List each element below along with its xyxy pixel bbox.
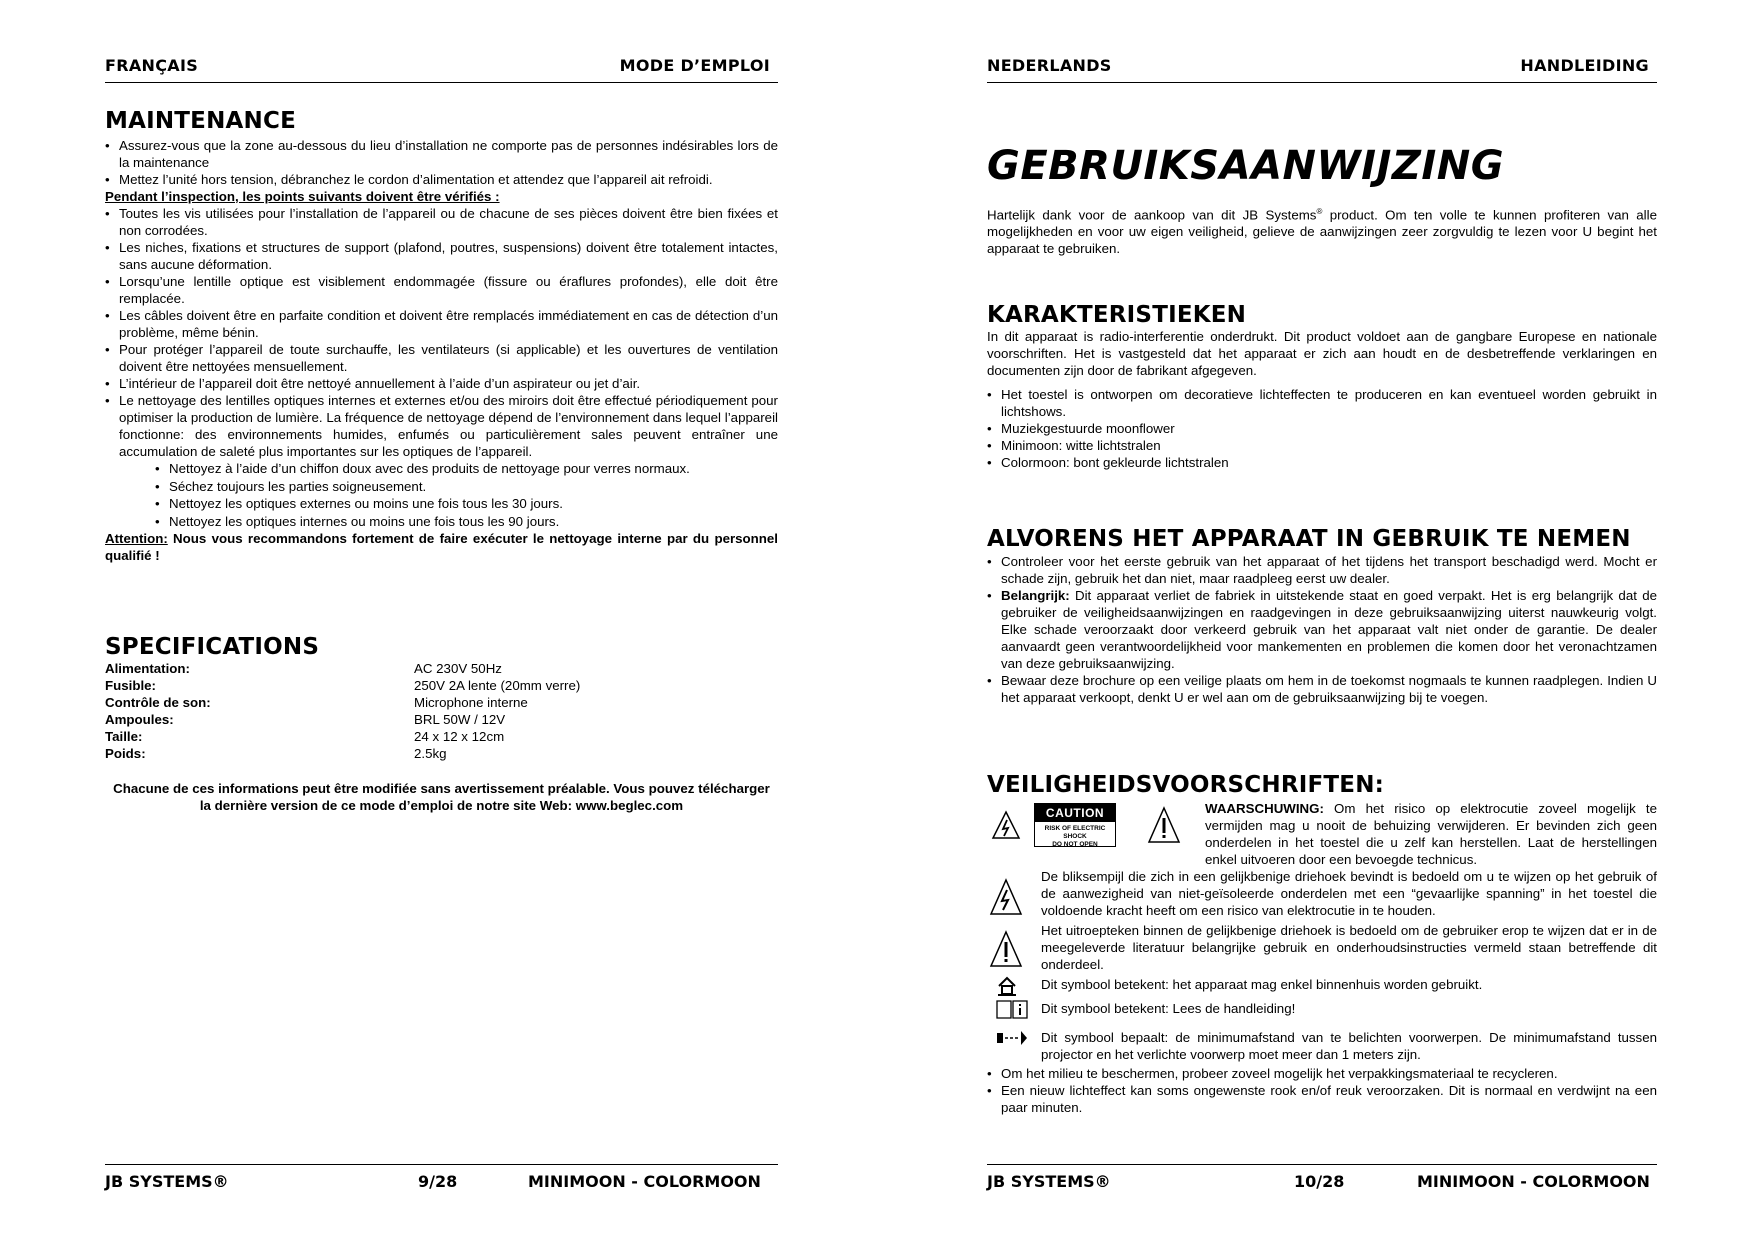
table-row [105, 728, 580, 745]
footer-product: MINIMOON - COLORMOON [528, 1172, 761, 1191]
list-item: • Om het milieu te beschermen, probeer zoveel mogelijk het verpakkingsmateriaal te recycleren. [987, 1065, 1657, 1082]
before-use-section [987, 526, 1657, 706]
warning-row [987, 800, 1657, 867]
intro-part: Hartelijk dank voor de aankoop van dit JB Systems [987, 207, 1317, 223]
exclamation-text: Het uitroepteken binnen de gelijkbenige driehoek is bedoeld om de gebruiker erop te wijzen dat er in de meegeleverde literatuur belangrijke gebruik en onderhoudsinstructies vermeld staan betreffende dit onderdeel. [1041, 923, 1657, 972]
features-heading: KARAKTERISTIEKEN [987, 302, 1247, 328]
left-page [105, 0, 778, 1240]
manual-row [987, 1000, 1657, 1024]
list-item: • Het toestel is ontworpen om decoratieve lichteffecten te produceren en kan eventueel worden gebruikt in lichtshows. [987, 386, 1657, 420]
warning-text [1205, 800, 1657, 868]
list-item: • Le nettoyage des lentilles optiques internes et externes et/ou des miroirs doit être effectué périodiquement pour optimiser la production de lumière. La fréquence de nettoyage dépend de l’environnement dans lequel l’appareil fonctionne: des environnements humides, enfumés ou particulièrement sales peuvent entraîner une accumulation de saleté plus importantes sur les optiques de l’appareil. [105, 392, 778, 460]
spec-key: Fusible: [105, 678, 156, 693]
list-item: • Séchez toujours les parties soigneusement. [155, 478, 778, 496]
maintenance-heading: MAINTENANCE [105, 108, 296, 134]
footer-brand: JB SYSTEMS® [105, 1172, 229, 1191]
maintenance-bullets [105, 137, 778, 188]
inspection-heading: Pendant l’inspection, les points suivants doivent être vérifiés : [105, 189, 500, 204]
list-item: • Toutes les vis utilisées pour l’installation de l’appareil ou de chacune de ses pièces doivent être bien fixées et non corrodées. [105, 205, 778, 239]
title-section [987, 143, 1657, 257]
list-item: • Controleer voor het eerste gebruik van het apparaat of het tijdens het transport beschadigd werd. Mocht er schade zijn, gebruik het dan niet, maar raadpleeg eerst uw dealer. [987, 553, 1657, 587]
attention-text: Nous vous recommandons fortement de faire exécuter le nettoyage interne par du personnel qualifié ! [105, 531, 778, 563]
lightning-row [987, 868, 1657, 920]
distance-text: Dit symbool bepaalt: de minimumafstand van te belichten voorwerpen. De minimumafstand tussen projector en het verlichte voorwerp moet meer dan 1 meters zijn. [1041, 1030, 1657, 1062]
list-item: • Mettez l’unité hors tension, débranchez le cordon d’alimentation et attendez que l’appareil ait refroidi. [105, 171, 778, 188]
lightning-warning-icon [991, 810, 1021, 840]
header-doc-title: HANDLEIDING [1520, 56, 1649, 75]
table-row [105, 660, 580, 677]
safety-section [987, 772, 1657, 1115]
features-bullets [987, 386, 1657, 471]
caution-subtext [1035, 822, 1115, 849]
intro-part: product. Om ten volle te kunnen profiteren van alle mogelijkheden en voor uw eigen veiligheid, gelieve de aanwijzingen zeer zorgvuldig te lezen voor U begint het apparaat te gebruiken. [987, 207, 1657, 257]
attention-note [105, 530, 778, 564]
specifications-note: Chacune de ces informations peut être modifiée sans avertissement préalable. Vous pouvez télécharger la dernière version de ce mode d’emploi de notre site Web: www.beglec.com [113, 781, 770, 813]
list-item: • Colormoon: bont gekleurde lichtstralen [987, 454, 1657, 471]
list-item: • Een nieuw lichteffect kan soms ongewenste rook en/of reuk veroorzaken. Dit is normaal en verdwijnt na een paar minuten. [987, 1082, 1657, 1116]
page-footer [987, 1164, 1657, 1195]
caution-label [1034, 803, 1116, 847]
lightning-triangle-icon [989, 878, 1023, 916]
read-manual-icon [995, 998, 1029, 1020]
list-item: • Les niches, fixations et structures de support (plafond, poutres, suspensions) doivent être totalement intactes, sans aucune déformation. [105, 239, 778, 273]
footer-brand: JB SYSTEMS® [987, 1172, 1111, 1191]
list-item: • Bewaar deze brochure op een veilige plaats om hem in de toekomst nogmaals te kunnen raadplegen. Indien U het apparaat verkoopt, denkt U er wel aan om de gebruiksaanwijzing bij te voegen. [987, 672, 1657, 706]
spec-value: 24 x 12 x 12cm [414, 729, 505, 744]
registered-mark: ® [1316, 207, 1323, 216]
page-title: GEBRUIKSAANWIJZING [987, 143, 1505, 189]
footer-page-number: 10/28 [1294, 1172, 1345, 1191]
page-footer [105, 1164, 778, 1195]
caution-line: RISK OF ELECTRIC SHOCK [1044, 825, 1106, 840]
intro-text [987, 203, 1657, 257]
features-section [987, 302, 1657, 471]
page-header [105, 56, 778, 83]
spec-value: Microphone interne [414, 695, 528, 710]
spec-key: Ampoules: [105, 712, 174, 727]
list-item: • Assurez-vous que la zone au-dessous du lieu d’installation ne comporte pas de personnes indésirables lors de la maintenance [105, 137, 778, 171]
important-text: Dit apparaat verliet de fabriek in uitstekende staat en goed verpakt. Het is erg belangrijk dat de gebruiker de veiligheidsaanwijzingen en raadgevingen in deze gebruiksaanwijzing uiterst nauwkeurig volgt. Elke schade veroorzaakt door verkeerd gebruik van het apparaat valt niet onder de garantie. De dealer aanvaardt geen verantwoordelijkheid voor mankementen en problemen die komen door het veronachtzamen van deze gebruiksaanwijzing. [1001, 588, 1657, 671]
exclamation-warning-icon [1147, 806, 1181, 844]
exclamation-row [987, 922, 1657, 974]
maintenance-section [105, 108, 778, 564]
list-item: • Nettoyez les optiques externes ou moins une fois tous les 30 jours. [155, 495, 778, 513]
warning-label: WAARSCHUWING: [1205, 801, 1324, 816]
manual-text: Dit symbool betekent: Lees de handleiding! [1041, 1001, 1296, 1016]
table-row [105, 745, 580, 762]
list-item [987, 587, 1657, 672]
attention-label: Attention: [105, 531, 168, 546]
right-page [987, 0, 1657, 1240]
caution-line: DO NOT OPEN [1052, 841, 1098, 848]
exclamation-triangle-icon [989, 930, 1023, 968]
list-item: • Muziekgestuurde moonflower [987, 420, 1657, 437]
spec-value: BRL 50W / 12V [414, 712, 506, 727]
minimum-distance-icon [995, 1029, 1029, 1047]
warning-body: Om het risico op elektrocutie zoveel mogelijk te vermijden mag u nooit de behuizing verwijderen. Er bevinden zich geen onderdelen in het toestel die u zelf kan herstellen. Laat de herstellingen enkel uitvoeren door een bevoegde technicus. [1205, 801, 1657, 867]
list-item: • Minimoon: witte lichtstralen [987, 437, 1657, 454]
list-item: • Nettoyez les optiques internes ou moins une fois tous les 90 jours. [155, 513, 778, 531]
specifications-section [105, 634, 778, 814]
important-label: Belangrijk: [1001, 588, 1070, 603]
list-item: • Les câbles doivent être en parfaite condition et doivent être remplacés immédiatement en cas de détection d’un problème, même bénin. [105, 307, 778, 341]
table-row [105, 677, 580, 694]
indoor-text: Dit symbool betekent: het apparaat mag enkel binnenhuis worden gebruikt. [1041, 977, 1483, 992]
indoor-use-icon [997, 976, 1017, 996]
before-use-heading: ALVORENS HET APPARAAT IN GEBRUIK TE NEMEN [987, 526, 1631, 552]
before-use-bullets [987, 553, 1657, 706]
page-header [987, 56, 1657, 83]
spec-key: Contrôle de son: [105, 695, 211, 710]
list-item: • Nettoyez à l’aide d’un chiffon doux avec des produits de nettoyage pour verres normaux. [155, 460, 778, 478]
specifications-table [105, 660, 580, 762]
inspection-bullets [105, 205, 778, 460]
specifications-heading: SPECIFICATIONS [105, 634, 320, 660]
spec-key: Taille: [105, 729, 143, 744]
spec-value: 250V 2A lente (20mm verre) [414, 678, 581, 693]
list-item: • L’intérieur de l’appareil doit être nettoyé annuellement à l’aide d’un aspirateur ou jet d’air. [105, 375, 778, 392]
header-language: FRANÇAIS [105, 56, 199, 75]
cleaning-sub-bullets [105, 460, 778, 530]
header-doc-title: MODE D’EMPLOI [619, 56, 770, 75]
table-row [105, 711, 580, 728]
indoor-row [987, 976, 1657, 998]
footer-product: MINIMOON - COLORMOON [1417, 1172, 1650, 1191]
spec-value: 2.5kg [414, 746, 447, 761]
spec-key: Alimentation: [105, 661, 190, 676]
safety-heading: VEILIGHEIDSVOORSCHRIFTEN: [987, 772, 1385, 798]
footer-page-number: 9/28 [418, 1172, 458, 1191]
header-language: NEDERLANDS [987, 56, 1112, 75]
table-row [105, 694, 580, 711]
list-item: • Pour protéger l’appareil de toute surchauffe, les ventilateurs (si applicable) et les ouvertures de ventilation doivent être nettoyées mensuellement. [105, 341, 778, 375]
distance-row [987, 1029, 1657, 1065]
spec-key: Poids: [105, 746, 146, 761]
features-text: In dit apparaat is radio-interferentie onderdrukt. Dit product voldoet aan de gangbare Europese en nationale voorschriften. Het is vastgesteld dat het apparaat er zich aan houdt en de desbetreffende verklaringen en documenten zijn door de fabrikant afgegeven. [987, 329, 1657, 378]
list-item: • Lorsqu’une lentille optique est visiblement endommagée (fissure ou éraflures profondes), elle doit être remplacée. [105, 273, 778, 307]
lightning-text: De bliksempijl die zich in een gelijkbenige driehoek bevindt is bedoeld om u te wijzen op het gebruik of de aanwezigheid van niet-geïsoleerde onderdelen met een “gevaarlijke spanning” in het toestel die voldoende kracht heeft om een risico van elektrocutie in te houden. [1041, 869, 1657, 918]
caution-title: CAUTION [1035, 804, 1115, 822]
spec-value: AC 230V 50Hz [414, 661, 502, 676]
safety-bullets [987, 1065, 1657, 1116]
